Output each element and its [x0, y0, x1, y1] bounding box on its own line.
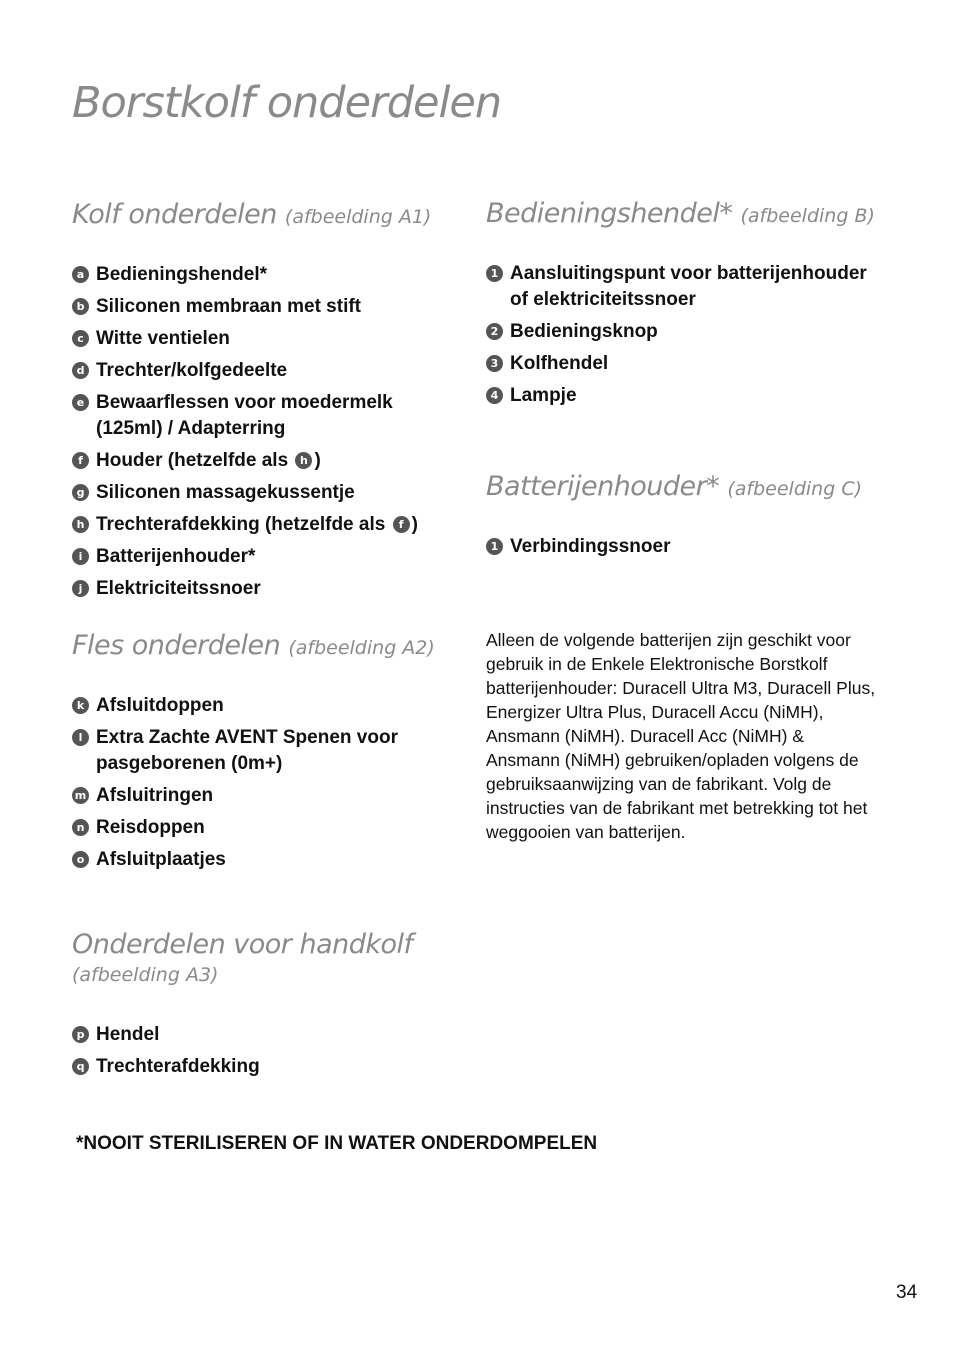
- batterij-heading-sub: (afbeelding C): [727, 478, 862, 500]
- list-item-suffix: ): [411, 514, 418, 535]
- fles-heading: [72, 629, 452, 665]
- list-item-label: Reisdoppen: [96, 817, 205, 838]
- list-item-text: [96, 480, 355, 506]
- warning-text: *NOOIT STERILISEREN OF IN WATER ONDERDOMPELEN: [76, 1133, 598, 1154]
- list-item-text: [96, 725, 452, 777]
- list-item: [72, 294, 452, 320]
- handkolf-heading-sub: (afbeelding A3): [72, 964, 219, 986]
- kolf-heading: [72, 198, 452, 234]
- list-item: [72, 326, 452, 352]
- marker-icon: d: [72, 362, 89, 379]
- marker-icon: j: [72, 580, 89, 597]
- list-item: [72, 262, 452, 288]
- batterij-items: [486, 534, 886, 560]
- list-item: [72, 1054, 452, 1080]
- list-item-text: [96, 448, 321, 474]
- marker-icon: g: [72, 484, 89, 501]
- list-item-text: [96, 262, 267, 288]
- marker-icon: 1: [486, 538, 503, 555]
- marker-icon: n: [72, 819, 89, 836]
- list-item-label: Bewaarflessen voor moedermelk (125ml) / Adapterring: [96, 392, 393, 439]
- marker-icon: 4: [486, 387, 503, 404]
- list-item: [72, 783, 452, 809]
- list-item: [486, 319, 886, 345]
- list-item-label: Verbindingssnoer: [510, 536, 671, 557]
- list-item-label: Kolfhendel: [510, 353, 609, 374]
- list-item-text: [510, 383, 577, 409]
- list-item-text: [96, 1054, 260, 1080]
- page-number: 34: [896, 1282, 918, 1303]
- list-item: [72, 448, 452, 474]
- list-item-label: Siliconen massagekussentje: [96, 482, 355, 503]
- handkolf-items: [72, 1022, 452, 1080]
- list-item-text: [96, 576, 261, 602]
- kolf-heading-title: Kolf onderdelen: [72, 199, 277, 230]
- list-item: [72, 544, 452, 570]
- list-item-label: Lampje: [510, 385, 577, 406]
- fles-heading-title: Fles onderdelen: [72, 630, 281, 661]
- marker-icon: k: [72, 697, 89, 714]
- reference-marker-icon: h: [295, 452, 312, 469]
- list-item-label: Elektriciteitssnoer: [96, 578, 261, 599]
- list-item-label: Bedieningshendel*: [96, 264, 268, 285]
- list-item-label: Trechterafdekking (hetzelfde als: [96, 514, 386, 535]
- fles-heading-sub: (afbeelding A2): [288, 637, 435, 659]
- list-item: [72, 358, 452, 384]
- marker-icon: i: [72, 548, 89, 565]
- list-item: [72, 1022, 452, 1048]
- list-item: [72, 390, 452, 442]
- marker-icon: b: [72, 298, 89, 315]
- batterij-section: [486, 470, 886, 566]
- list-item-text: [510, 534, 670, 560]
- bediening-heading: [486, 197, 886, 233]
- reference-marker-icon: f: [393, 516, 410, 533]
- list-item-text: [96, 693, 224, 719]
- marker-icon: f: [72, 452, 89, 469]
- list-item: [72, 576, 452, 602]
- list-item-label: Siliconen membraan met stift: [96, 296, 362, 317]
- marker-icon: e: [72, 394, 89, 411]
- list-item-text: [510, 319, 658, 345]
- kolf-items: [72, 262, 452, 602]
- kolf-section: [72, 198, 452, 608]
- list-item-label: Trechterafdekking: [96, 1056, 260, 1077]
- marker-icon: l: [72, 729, 89, 746]
- marker-icon: q: [72, 1058, 89, 1075]
- marker-icon: 3: [486, 355, 503, 372]
- marker-icon: 1: [486, 265, 503, 282]
- batterij-heading-title: Batterijenhouder*: [486, 471, 720, 502]
- list-item-label: Batterijenhouder*: [96, 546, 256, 567]
- marker-icon: o: [72, 851, 89, 868]
- list-item: [72, 847, 452, 873]
- list-item-text: [96, 326, 230, 352]
- list-item: [72, 512, 452, 538]
- list-item: [72, 480, 452, 506]
- list-item-label: Trechter/kolfgedeelte: [96, 360, 288, 381]
- list-item-label: Aansluitingspunt voor batterijenhouder of elektriciteitssnoer: [510, 263, 867, 310]
- list-item-text: [96, 544, 255, 570]
- marker-icon: p: [72, 1026, 89, 1043]
- marker-icon: 2: [486, 323, 503, 340]
- list-item: [486, 383, 886, 409]
- marker-icon: m: [72, 787, 89, 804]
- marker-icon: c: [72, 330, 89, 347]
- list-item-label: Afsluitringen: [96, 785, 214, 806]
- list-item-label: Bedieningsknop: [510, 321, 658, 342]
- list-item-label: Witte ventielen: [96, 328, 230, 349]
- list-item-text: [96, 358, 287, 384]
- list-item-label: Extra Zachte AVENT Spenen voor pasgeborenen (0m+): [96, 727, 398, 774]
- batterij-heading: [486, 470, 886, 506]
- list-item: [72, 693, 452, 719]
- list-item-suffix: ): [314, 450, 321, 471]
- bediening-heading-title: Bedieningshendel*: [486, 198, 733, 229]
- list-item: [72, 815, 452, 841]
- list-item-text: [96, 783, 213, 809]
- list-item: [486, 261, 886, 313]
- list-item-label: Hendel: [96, 1024, 160, 1045]
- list-item: [486, 351, 886, 377]
- handkolf-section: [72, 928, 452, 1086]
- bediening-items: [486, 261, 886, 409]
- fles-section: [72, 629, 452, 879]
- list-item-text: [96, 294, 361, 320]
- fles-items: [72, 693, 452, 873]
- list-item-label: Houder (hetzelfde als: [96, 450, 289, 471]
- list-item-text: [96, 1022, 159, 1048]
- list-item-text: [510, 261, 886, 313]
- list-item-text: [96, 390, 452, 442]
- list-item-label: Afsluitdoppen: [96, 695, 224, 716]
- list-item: [72, 725, 452, 777]
- bediening-heading-sub: (afbeelding B): [740, 205, 875, 227]
- handkolf-heading: Onderdelen voor handkolf: [72, 929, 413, 960]
- battery-note: Alleen de volgende batterijen zijn geschikt voor gebruik in de Enkele Elektronische Borstkolf batterijenhouder: Duracell Ultra M3, Duracell Plus, Energizer Ultra Plus, Duracell Accu (NiMH), Ansmann (NiMH). Duracell Acc (NiMH) & Ansmann (NiMH) gebruiken/opladen volgens de gebruiksaanwijzing van de fabrikant. Volg de instructies van de fabrikant met betrekking tot het weggooien van batterijen.: [486, 630, 876, 842]
- marker-icon: a: [72, 266, 89, 283]
- bediening-section: [486, 197, 886, 415]
- marker-icon: h: [72, 516, 89, 533]
- list-item-text: [96, 512, 418, 538]
- list-item-text: [96, 847, 226, 873]
- list-item-text: [96, 815, 205, 841]
- list-item: [486, 534, 886, 560]
- page-title: Borstkolf onderdelen: [72, 78, 502, 128]
- kolf-heading-sub: (afbeelding A1): [284, 206, 432, 228]
- list-item-label: Afsluitplaatjes: [96, 849, 226, 870]
- list-item-text: [510, 351, 608, 377]
